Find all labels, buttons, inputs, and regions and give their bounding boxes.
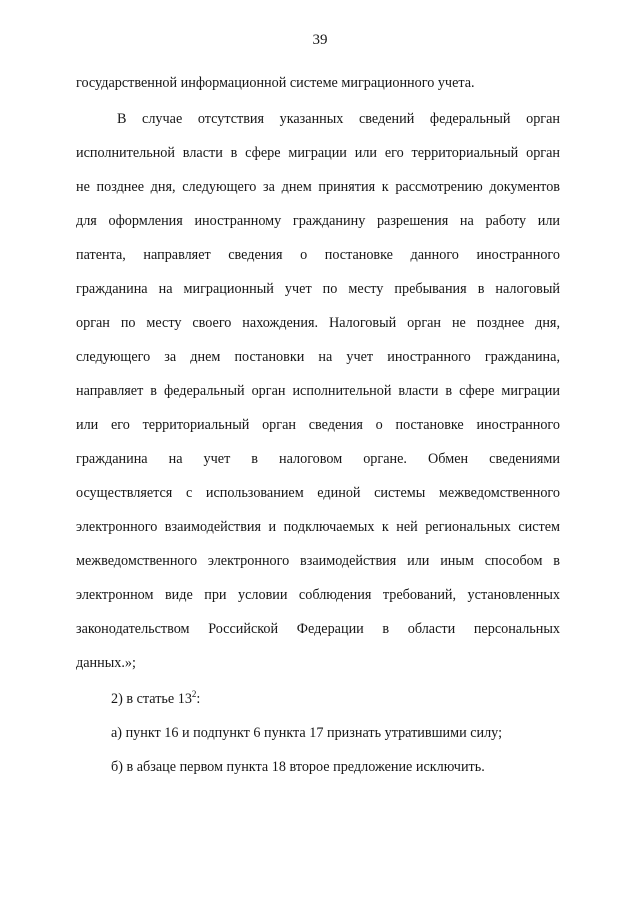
text-line-14: электронного взаимодействия и подключаемых к ней региональных систем bbox=[76, 519, 560, 535]
text-line-15: межведомственного электронного взаимодействия или иным способом в bbox=[76, 553, 560, 569]
list-item-a: а) пункт 16 и подпункт 6 пункта 17 признать утратившими силу; bbox=[111, 725, 503, 741]
text-line-18: данных.»; bbox=[76, 655, 136, 671]
page-number: 39 bbox=[312, 32, 328, 48]
text-line-2: В случае отсутствия указанных сведений федеральный орган bbox=[117, 111, 560, 127]
text-line-17: законодательством Российской Федерации в области персональных bbox=[76, 621, 560, 637]
list-item-2-text: 2) в статье 13 bbox=[111, 691, 192, 707]
text-line-4: не позднее дня, следующего за днем принятия к рассмотрению документов bbox=[76, 179, 560, 195]
list-item-2-suffix: : bbox=[196, 691, 201, 707]
list-item-2 bbox=[111, 689, 560, 710]
text-line-5: для оформления иностранному гражданину разрешения на работу или bbox=[76, 213, 560, 229]
text-line-7: гражданина на миграционный учет по месту пребывания в налоговый bbox=[76, 281, 560, 297]
text-line-10: направляет в федеральный орган исполнительной власти в сфере миграции bbox=[76, 383, 560, 399]
list-item-2-superscript: 2 bbox=[191, 689, 197, 699]
text-line-11: или его территориальный орган сведения о постановке иностранного bbox=[76, 417, 560, 433]
text-line-1: государственной информационной системе миграционного учета. bbox=[76, 75, 475, 91]
text-line-16: электронном виде при условии соблюдения требований, установленных bbox=[76, 587, 560, 603]
text-line-6: патента, направляет сведения о постановке данного иностранного bbox=[76, 247, 560, 263]
text-line-8: орган по месту своего нахождения. Налоговый орган не позднее дня, bbox=[76, 315, 560, 331]
text-line-9: следующего за днем постановки на учет иностранного гражданина, bbox=[76, 349, 560, 365]
text-line-3: исполнительной власти в сфере миграции или его территориальный орган bbox=[76, 145, 560, 161]
list-item-b: б) в абзаце первом пункта 18 второе предложение исключить. bbox=[111, 759, 485, 775]
text-line-13: осуществляется с использованием единой системы межведомственного bbox=[76, 485, 560, 501]
text-line-12: гражданина на учет в налоговом органе. Обмен сведениями bbox=[76, 451, 560, 467]
